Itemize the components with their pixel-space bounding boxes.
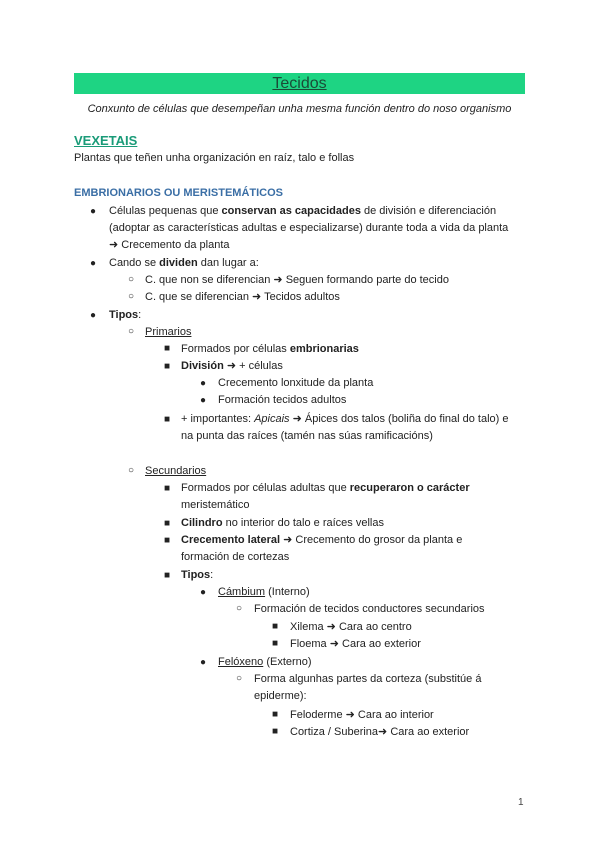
bullet-circle-icon: ○ [128, 274, 135, 285]
section-heading: VEXETAIS [74, 133, 138, 148]
bullet-circle-icon: ○ [236, 673, 243, 684]
list-item: Formación de tecidos conductores secundarios [254, 603, 485, 615]
text: de división e diferenciación [360, 205, 497, 217]
bullet-square-icon: ■ [164, 483, 171, 494]
text: Formados por células adultas que [181, 482, 350, 494]
bullet-disc-icon: ● [200, 378, 207, 389]
title-bar [74, 73, 525, 94]
list-item: C. que se diferencian ➜ Tecidos adultos [145, 291, 340, 303]
bullet-square-icon: ■ [164, 570, 171, 581]
page-title: Tecidos [272, 75, 327, 92]
list-item-cont: (adoptar as características adultas e especializarse) durante toda a vida da planta [109, 222, 509, 234]
secundarios-label: Secundarios [145, 465, 207, 477]
text: + importantes: [181, 413, 255, 425]
subsection-heading: EMBRIONARIOS OU MERISTEMÁTICOS [74, 187, 284, 199]
bullet-disc-icon: ● [200, 657, 207, 668]
bullet-circle-icon: ○ [128, 326, 135, 337]
section-intro: Plantas que teñen unha organización en raíz, talo e follas [74, 152, 355, 164]
bullet-disc-icon: ● [90, 258, 97, 269]
bullet-circle-icon: ○ [128, 465, 135, 476]
bullet-circle-icon: ○ [128, 291, 135, 302]
list-item: Xilema ➜ Cara ao centro [290, 621, 412, 633]
list-item-cont: formación de cortezas [181, 551, 290, 563]
text: no interior do talo e raíces vellas [222, 517, 384, 529]
bullet-square-icon: ■ [272, 726, 279, 737]
list-item: Forma algunhas partes da corteza (substitúe á [254, 673, 482, 685]
bullet-disc-icon: ● [90, 310, 97, 321]
bold-text: Cilindro [181, 517, 223, 529]
list-item [181, 341, 359, 358]
bold-text: conservan as capacidades [221, 205, 361, 217]
bullet-square-icon: ■ [164, 535, 171, 546]
list-item: Cortiza / Suberina➜ Cara ao exterior [290, 726, 470, 738]
text: ➜ Crecemento do grosor da planta e [280, 534, 463, 546]
bullet-disc-icon: ● [200, 587, 207, 598]
bullet-square-icon: ■ [164, 518, 171, 529]
primarios-label: Primarios [145, 326, 192, 338]
bullet-square-icon: ■ [272, 638, 279, 649]
text: : [210, 569, 214, 581]
bold-text: embrionarias [289, 343, 359, 355]
list-item: Feloderme ➜ Cara ao interior [290, 709, 434, 721]
text: : [138, 309, 142, 321]
list-item-cont: na punta das raíces (tamén nas súas ramificacións) [181, 430, 433, 442]
list-item [181, 358, 283, 375]
bold-text: dividen [159, 257, 198, 269]
subtitle-text: Conxunto de células que desempeñan unha mesma función dentro do noso organismo [87, 103, 512, 115]
list-item [109, 255, 259, 272]
italic-text: Apicais [254, 413, 290, 425]
list-item [181, 515, 384, 532]
underlined-text: Cámbium [218, 586, 266, 598]
text: Células pequenas que [109, 205, 222, 217]
bullet-square-icon: ■ [272, 621, 279, 632]
list-item [181, 411, 509, 428]
bullet-square-icon: ■ [272, 709, 279, 720]
bullet-square-icon: ■ [164, 414, 171, 425]
bold-text: División [181, 360, 224, 372]
list-item-cont: meristemático [181, 499, 250, 511]
list-item-cont: ➜ Crecemento da planta [109, 239, 230, 251]
text: (Externo) [263, 656, 312, 668]
subtitle [74, 103, 525, 115]
list-item [181, 567, 213, 584]
bold-text: Crecemento lateral [181, 534, 281, 546]
bold-text: Tipos [109, 309, 139, 321]
bold-text: Tipos [181, 569, 211, 581]
bullet-disc-icon: ● [90, 206, 97, 217]
text: (Interno) [265, 586, 310, 598]
list-item: Crecemento lonxitude da planta [218, 377, 374, 389]
bullet-circle-icon: ○ [236, 603, 243, 614]
list-item [109, 203, 496, 220]
underlined-text: Felóxeno [218, 656, 264, 668]
bullet-disc-icon: ● [200, 395, 207, 406]
bullet-square-icon: ■ [164, 343, 171, 354]
text: Formados por células [181, 343, 290, 355]
list-item: Formación tecidos adultos [218, 394, 347, 406]
list-item [218, 654, 312, 671]
list-item [109, 307, 141, 324]
list-item [181, 532, 462, 549]
list-item [218, 584, 310, 601]
list-item-cont: epiderme): [254, 690, 307, 702]
text: ➜ + células [223, 360, 283, 372]
page-number: 1 [518, 797, 524, 808]
list-item [181, 480, 470, 497]
list-item: Floema ➜ Cara ao exterior [290, 638, 421, 650]
bold-text: recuperaron o carácter [349, 482, 470, 494]
text: ➜ Ápices dos talos (boliña do final do talo) e [289, 413, 509, 425]
list-item: C. que non se diferencian ➜ Seguen formando parte do tecido [145, 274, 449, 286]
text: Cando se [109, 257, 160, 269]
text: dan lugar a: [197, 257, 259, 269]
bullet-square-icon: ■ [164, 361, 171, 372]
